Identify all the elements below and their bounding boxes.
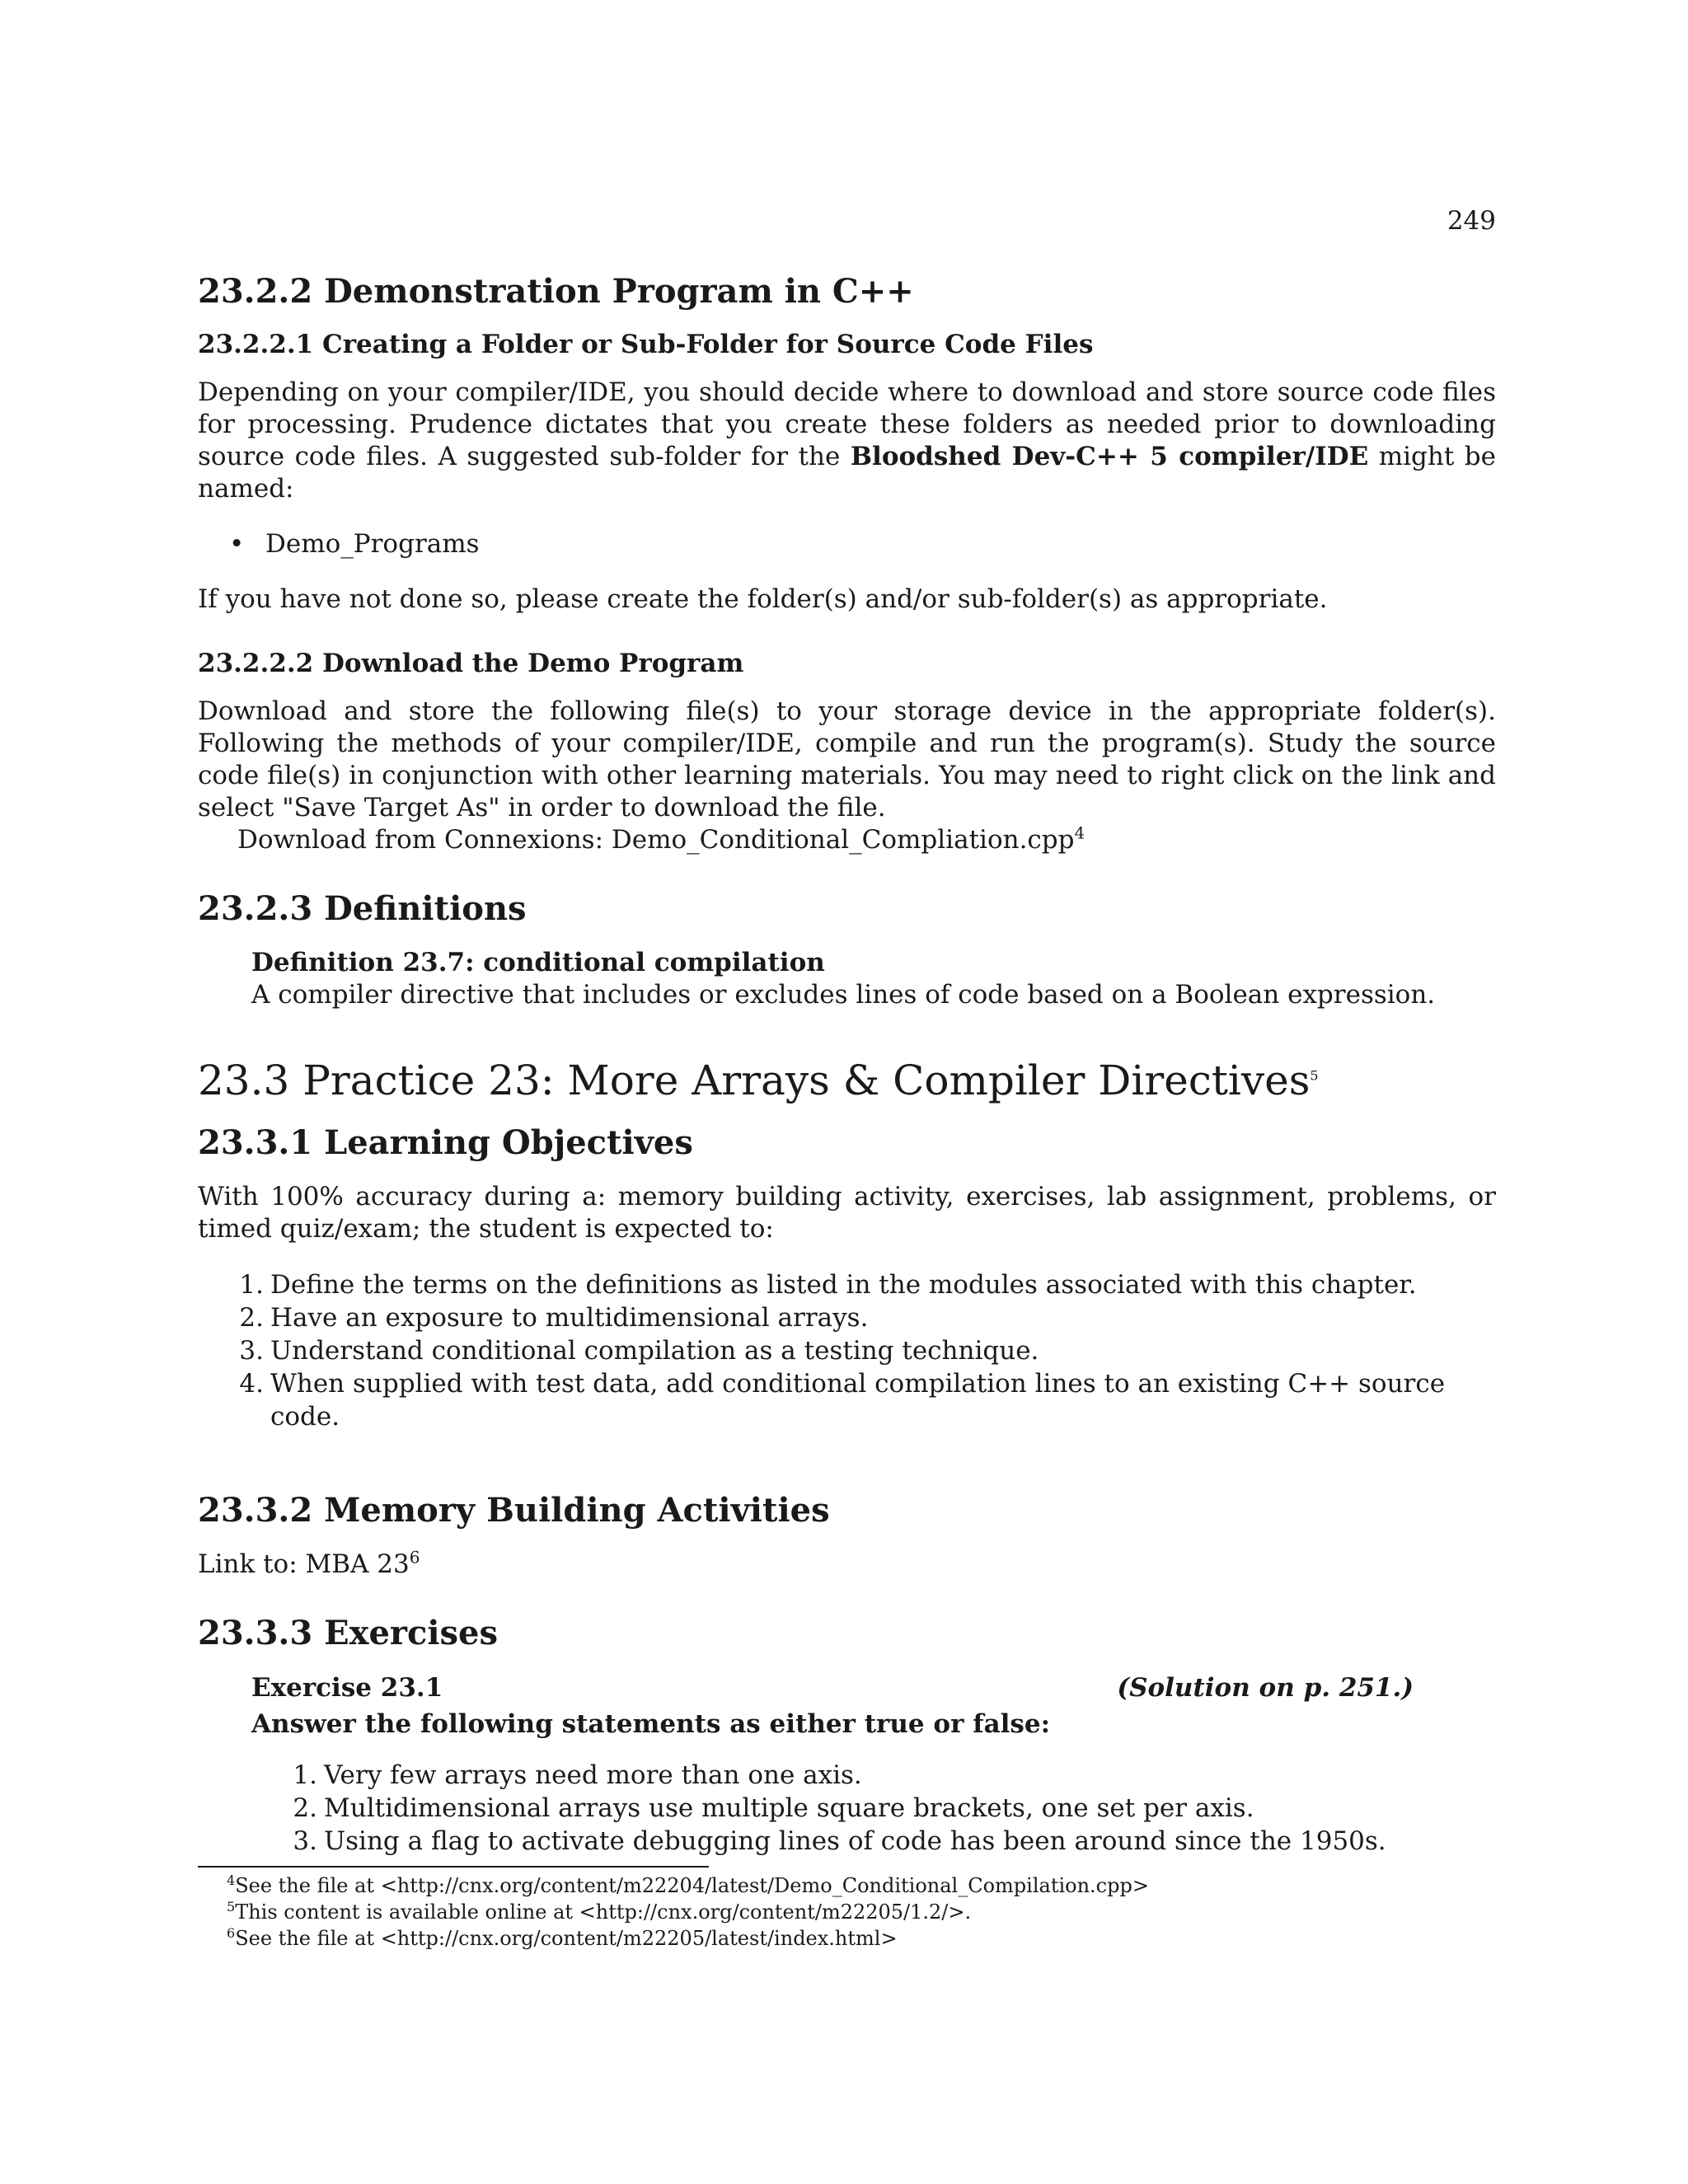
- footnote-ref: 4: [1074, 823, 1085, 844]
- exercise-block: [198, 1671, 1496, 1858]
- paragraph-objectives-intro: With 100% accuracy during a: memory building activity, exercises, lab assignment, problems, or timed quiz/exam; the student is expected to:: [198, 1182, 1496, 1244]
- definition-text: A compiler directive that includes or excludes lines of code based on a Boolean expression.: [251, 980, 1436, 1010]
- list-item-text: When supplied with test data, add conditional compilation lines to an existing C++ source code.: [270, 1369, 1446, 1432]
- footnote-ref: 5: [1310, 1067, 1319, 1084]
- list-item-text: Have an exposure to multidimensional arrays.: [270, 1303, 869, 1333]
- footnote-text: This content is available online at <http://cnx.org/content/m22205/1.2/>.: [235, 1900, 972, 1924]
- footnote-text: See the file at <http://cnx.org/content/m22204/latest/Demo_Conditional_Compilation.cpp>: [235, 1874, 1149, 1898]
- paragraph-create-folders: If you have not done so, please create the folder(s) and/or sub-folder(s) as appropriate.: [198, 584, 1328, 615]
- footnote: [227, 1925, 1496, 1952]
- section-learning-objectives: [198, 1123, 1496, 1433]
- solution-reference[interactable]: (Solution on p. 251.): [1117, 1673, 1414, 1704]
- footnote: [227, 1899, 1496, 1925]
- paragraph-folder-advice: [198, 377, 1496, 505]
- section-practice-23: [198, 1056, 1496, 1105]
- list-item: • Demo_Programs: [198, 528, 1496, 560]
- paragraph-text-end: might be named:: [198, 442, 1496, 504]
- page-content: [198, 272, 1496, 1952]
- section-heading: 23.2.2 Demonstration Program in C++: [198, 272, 914, 311]
- section-definitions: [198, 889, 1496, 1011]
- list-item-text: Define the terms on the definitions as listed in the modules associated with this chapter.: [270, 1270, 1417, 1301]
- list-item: 4. When supplied with test data, add conditional compilation lines to an existing C++ source code.: [198, 1367, 1496, 1433]
- section-heading: 23.3.3 Exercises: [198, 1614, 499, 1653]
- section-heading: 23.3.2 Memory Building Activities: [198, 1491, 830, 1530]
- footnote: [227, 1872, 1496, 1899]
- download-link[interactable]: Download from Connexions: Demo_Conditional_Compliation.cpp: [237, 825, 1075, 855]
- subsection-download: [198, 649, 1496, 856]
- chapter-section-heading: [198, 1056, 1496, 1105]
- exercise-title: Exercise 23.1: [251, 1673, 443, 1704]
- list-item-text: Using a flag to activate debugging lines of code has been around since the 1950s.: [324, 1826, 1386, 1857]
- footnote-divider: [198, 1866, 709, 1868]
- footnote-text: See the file at <http://cnx.org/content/m22205/latest/index.html>: [235, 1927, 898, 1951]
- folder-name-list: [198, 528, 1496, 560]
- footnote-number: 5: [227, 1899, 236, 1915]
- list-item-text: Multidimensional arrays use multiple square brackets, one set per axis.: [324, 1793, 1254, 1824]
- heading-text: 23.3 Practice 23: More Arrays & Compiler Directives: [198, 1057, 1311, 1105]
- mba-link-line[interactable]: [198, 1549, 1496, 1581]
- list-item-text: Understand conditional compilation as a testing technique.: [270, 1336, 1039, 1366]
- footnote-number: 6: [227, 1925, 236, 1942]
- list-item: 2. Have an exposure to multidimensional arrays.: [239, 1303, 869, 1333]
- list-item-text: Very few arrays need more than one axis.: [324, 1760, 862, 1791]
- paragraph-download-instructions: Download and store the following file(s) to your storage device in the appropriate folder(s). Following the methods of your compiler/IDE, compile and run the program(s). Study the source code file(s) in conjunction with other learning materials. You may need to right click on the link and select "Save Target As" in order to download the file.: [198, 696, 1496, 823]
- page-number: 249: [1447, 206, 1496, 236]
- definition-title: Definition 23.7: conditional compilation: [251, 948, 825, 978]
- list-item: 1. Define the terms on the definitions as listed in the modules associated with this chapter.: [239, 1270, 1417, 1301]
- exercise-prompt: Answer the following statements as either true or false:: [251, 1709, 1051, 1740]
- compiler-name: Bloodshed Dev-C++ 5 compiler/IDE: [850, 442, 1369, 472]
- list-item: 3. Understand conditional compilation as a testing technique.: [239, 1336, 1039, 1366]
- objectives-list: [198, 1268, 1496, 1433]
- section-heading: 23.2.3 Definitions: [198, 889, 527, 929]
- footnote-ref: 6: [409, 1548, 420, 1568]
- list-item: 1. Very few arrays need more than one axis.: [293, 1760, 862, 1791]
- paragraph-text: Depending on your compiler/IDE, you should decide where to download and store source code files for processing. Prudence dictates that you create these folders as needed prior to downloading source code files. A suggested sub-folder for the: [198, 377, 1496, 472]
- footnote-number: 4: [227, 1872, 236, 1889]
- section-memory-building: [198, 1491, 1496, 1581]
- list-item: 3. Using a flag to activate debugging lines of code has been around since the 1950s.: [293, 1826, 1386, 1857]
- list-item: 2. Multidimensional arrays use multiple square brackets, one set per axis.: [293, 1793, 1254, 1824]
- exercise-statements-list: [251, 1759, 1496, 1858]
- definition-block: [198, 947, 1496, 1011]
- exercise-header: [251, 1671, 1414, 1704]
- subsection-heading-creating-folder: 23.2.2.1 Creating a Folder or Sub-Folder for Source Code Files: [198, 330, 1094, 359]
- section-demonstration-program: [198, 272, 1496, 856]
- subsection-heading-download: 23.2.2.2 Download the Demo Program: [198, 649, 744, 679]
- mba-link[interactable]: Link to: MBA 23: [198, 1549, 410, 1580]
- section-exercises: [198, 1614, 1496, 1858]
- download-link-line[interactable]: [198, 824, 1496, 856]
- footnotes: [198, 1872, 1496, 1952]
- section-heading: 23.3.1 Learning Objectives: [198, 1123, 693, 1163]
